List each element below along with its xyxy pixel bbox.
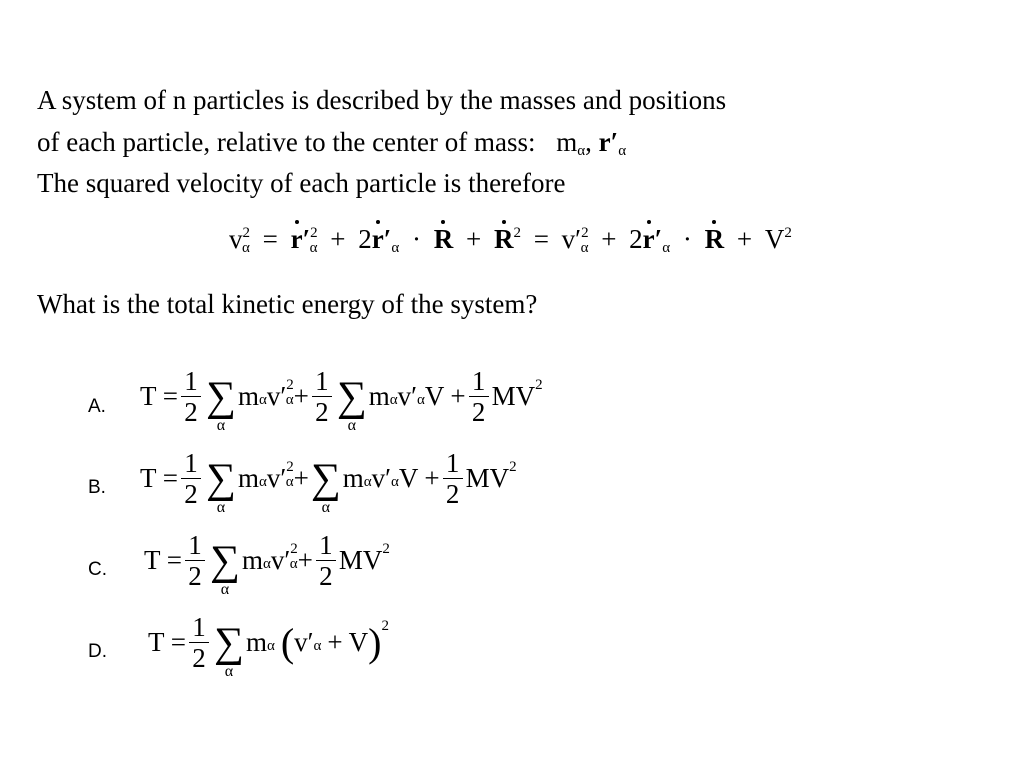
sum-symbol: ∑ α: [209, 537, 240, 598]
sum-symbol: ∑ α: [205, 373, 236, 434]
sum-symbol: ∑ α: [336, 373, 367, 434]
intro-line-3: The squared velocity of each particle is therefore: [37, 168, 566, 198]
option-a-label[interactable]: A.: [88, 396, 106, 417]
left-paren: (: [280, 619, 295, 665]
intro-line-2: [37, 126, 626, 163]
option-b-equation[interactable]: T = $\frac{1}{2}$ ∑ α m $_\alpha$ v ′ $^2$ $_\alpha$ + ∑ α m $_\alpha$ v ′ $_\alpha$ V + $\frac{1}{2}$ MV $^2$: [140, 448, 517, 516]
option-b-label[interactable]: B.: [88, 477, 106, 498]
mass-symbol: $m_\alpha$: [556, 127, 586, 159]
sum-symbol: ∑ α: [213, 619, 244, 680]
intro-line-1: A system of n particles is described by the masses and positions: [37, 85, 727, 115]
position-symbol: $r'_\alpha$: [598, 127, 627, 159]
intro-line-2-text: of each particle, relative to the center of mass:: [37, 127, 536, 157]
sum-symbol: ∑ α: [205, 455, 236, 516]
right-paren: ): [368, 619, 382, 665]
half-fraction: $\frac{1}{2}$: [181, 366, 201, 427]
squared-velocity-equation: $v^2_\alpha = r'^2_\alpha + 2r'_\alpha \cdot R + R^2 = v'^2_\alpha + 2r'_\alpha \cdot R + V^2$: [229, 224, 792, 256]
option-d-label[interactable]: D.: [88, 641, 107, 662]
question-text: What is the total kinetic energy of the system?: [37, 289, 538, 319]
comma: ,: [585, 127, 592, 157]
option-d-equation[interactable]: T = $\frac{1}{2}$ ∑ α m $_\alpha$ ( v ′ $_\alpha$ + V ) $^2$: [148, 612, 389, 680]
sum-symbol: ∑ α: [310, 455, 341, 516]
option-c-label[interactable]: C.: [88, 559, 107, 580]
option-c-equation[interactable]: T = $\frac{1}{2}$ ∑ α m $_\alpha$ v ′ $^2$ $_\alpha$ + $\frac{1}{2}$ MV $^2$: [144, 530, 390, 598]
option-a-equation[interactable]: T = $\frac{1}{2}$ ∑ α m $_\alpha$ v ′ $^2$ $_\alpha$ + $\frac{1}{2}$ ∑ α m $_\alpha$ v ′ $_\alpha$ V + $\frac{1}{2}$ MV $^2$: [140, 366, 543, 434]
